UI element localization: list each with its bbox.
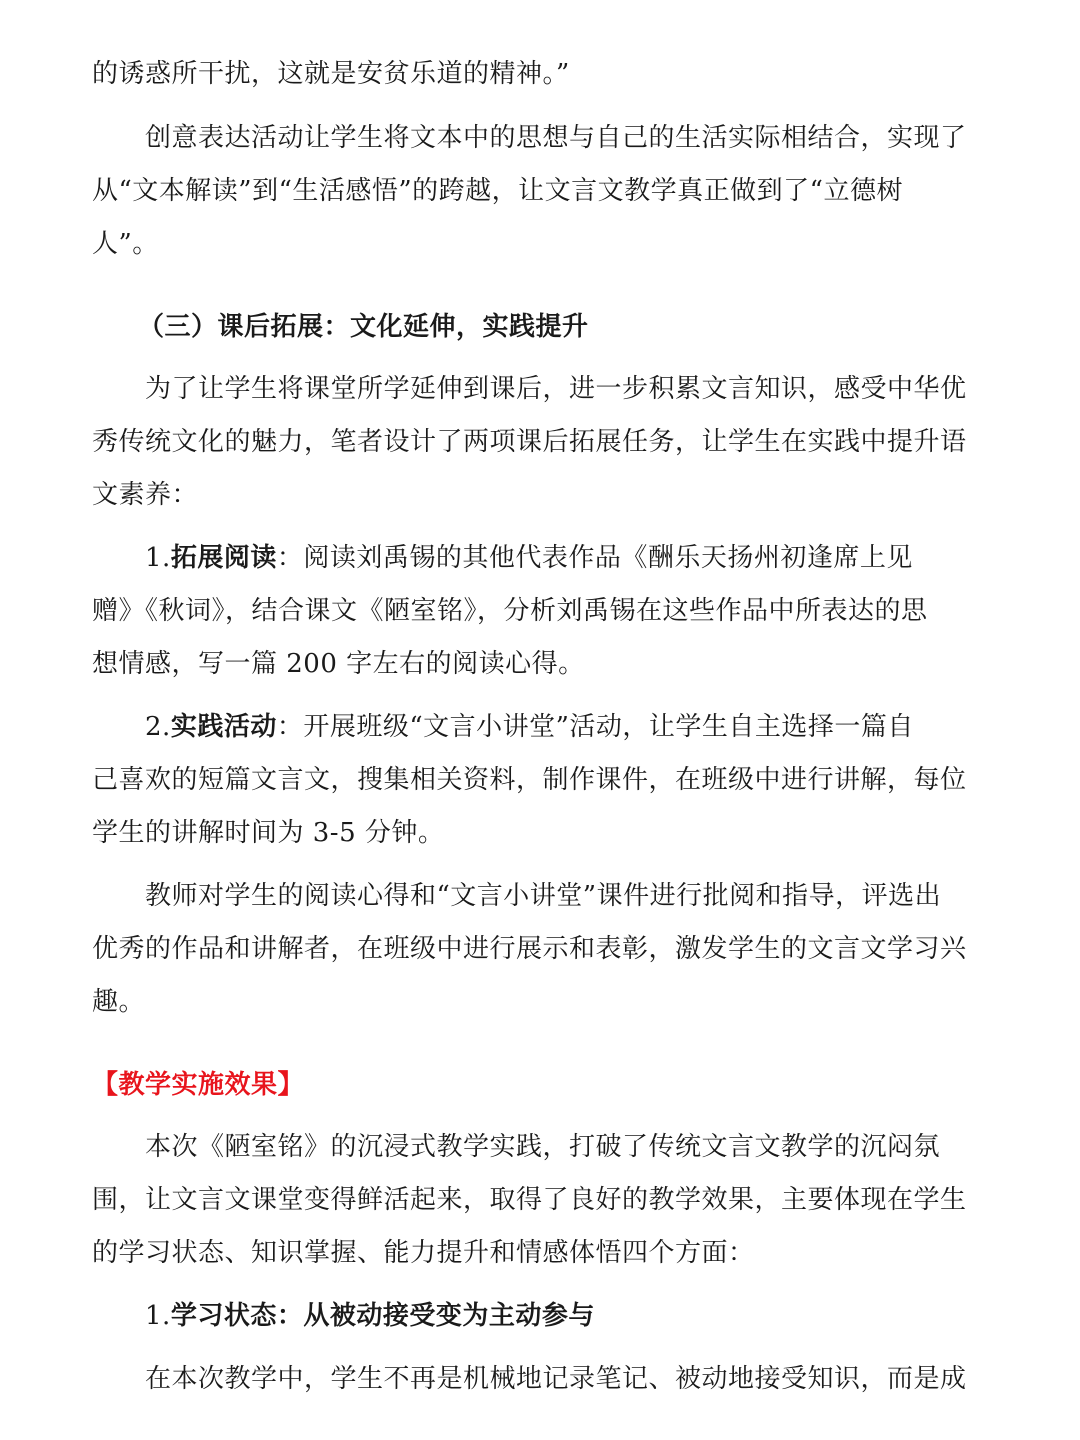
text-line: 优秀的作品和讲解者，在班级中进行展示和表彰，激发学生的文言文学习兴 (92, 934, 967, 964)
text-line: 的诱惑所干扰，这就是安贫乐道的精神。” (92, 59, 570, 89)
subheading (145, 1299, 1045, 1333)
list-label: 实践活动 (170, 712, 277, 742)
text-line: 趣。 (92, 987, 146, 1017)
text-line: 为了让学生将课堂所学延伸到课后，进一步积累文言知识，感受中华优 (145, 374, 967, 404)
text-line: 从“文本解读”到“生活感悟”的跨越，让文言文教学真正做到了“立德树 (92, 176, 903, 206)
list-item-first-line (145, 710, 1045, 744)
text-line: 己喜欢的短篇文言文，搜集相关资料，制作课件，在班级中进行讲解，每位 (92, 765, 967, 795)
text-line: 在本次教学中，学生不再是机械地记录笔记、被动地接受知识，而是成 (145, 1364, 967, 1394)
text-line: 人”。 (92, 229, 159, 259)
list-label: 拓展阅读 (170, 543, 277, 573)
section-heading-red: 【教学实施效果】 (92, 1070, 305, 1100)
section-heading: （三）课后拓展：文化延伸，实践提升 (138, 312, 589, 342)
list-number: 1. (145, 543, 171, 573)
subheading-text: 学习状态：从被动接受变为主动参与 (170, 1301, 595, 1331)
text-line: 本次《陋室铭》的沉浸式教学实践，打破了传统文言文教学的沉闷氛 (145, 1132, 941, 1162)
list-number: 1. (145, 1301, 171, 1331)
list-text: ：开展班级“文言小讲堂”活动，让学生自主选择一篇自 (276, 712, 914, 742)
text-line: 学生的讲解时间为 3-5 分钟。 (92, 818, 445, 848)
text-line: 教师对学生的阅读心得和“文言小讲堂”课件进行批阅和指导，评选出 (145, 881, 942, 911)
text-line: 赠》《秋词》，结合课文《陋室铭》，分析刘禹锡在这些作品中所表达的思 (92, 596, 928, 626)
text-line: 想情感，写一篇 200 字左右的阅读心得。 (92, 649, 585, 679)
list-number: 2. (145, 712, 171, 742)
text-line: 的学习状态、知识掌握、能力提升和情感体悟四个方面： (92, 1238, 755, 1268)
text-line: 文素养： (92, 480, 199, 510)
list-text: ：阅读刘禹锡的其他代表作品《酬乐天扬州初逢席上见 (276, 543, 913, 573)
text-line: 秀传统文化的魅力，笔者设计了两项课后拓展任务，让学生在实践中提升语 (92, 427, 967, 457)
text-line: 创意表达活动让学生将文本中的思想与自己的生活实际相结合，实现了 (145, 123, 967, 153)
text-line: 围，让文言文课堂变得鲜活起来，取得了良好的教学效果，主要体现在学生 (92, 1185, 967, 1215)
list-item-first-line (145, 541, 1045, 575)
